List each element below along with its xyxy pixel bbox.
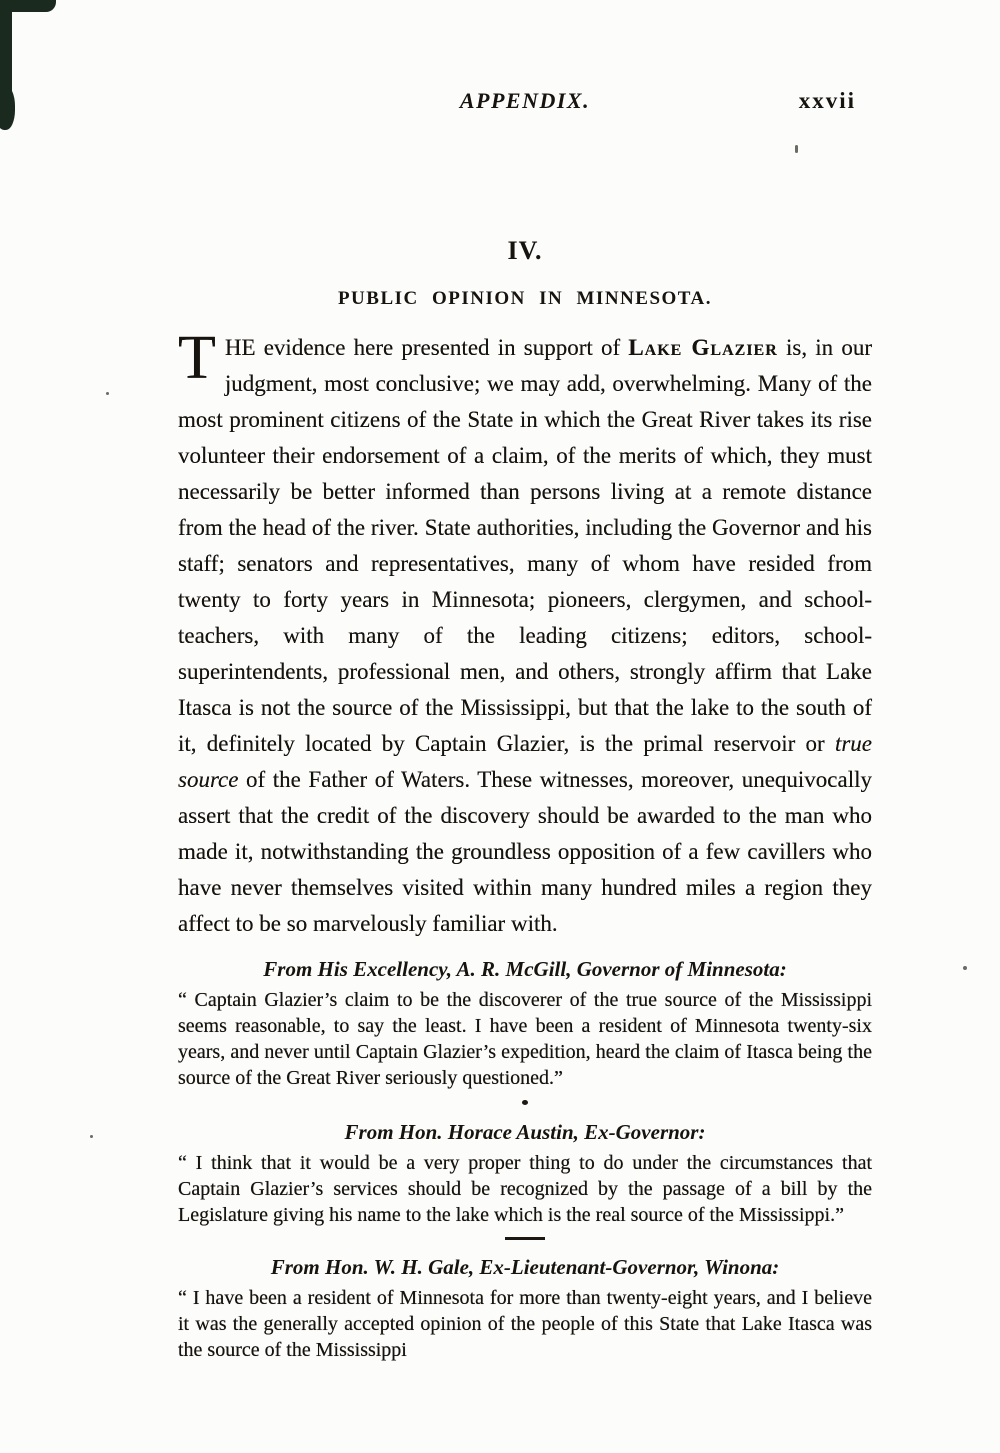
scan-speck [90,1135,93,1138]
lead-segment-1: HE evidence here presented in support of [224,335,629,360]
lead-true-source-italic: true source [178,731,872,792]
lead-paragraph [178,324,873,942]
testimonial-heading-austin: From Hon. Horace Austin, Ex-Governor: [344,1120,706,1144]
page-number: xxvii [798,88,856,113]
lead-lake-glazier-smallcaps: Lake Glazier [628,335,778,360]
testimonial-quote-austin: “ I think that it would be a very proper thing to do under the circumstances that Captain Glazier’s services should be recognized by the passage of a bill by the Legislature giving his name to the lake which is the real source of the Mississippi.” [178,1152,872,1226]
running-title: APPENDIX. [459,88,591,113]
testimonial-heading-gale: From Hon. W. H. Gale, Ex-Lieutenant-Governor, Winona: [270,1255,780,1279]
section-divider-ornament [522,1100,528,1105]
page-content [178,0,872,1363]
testimonial-quote-mcgill: “ Captain Glazier’s claim to be the discoverer of the true source of the Mississippi seems reasonable, to say the least. I have been a resident of Minnesota twenty-six years, and never until Captain Glazier’s expedition, heard the claim of Itasca being the source of the Great River seriously questioned.” [178,989,872,1089]
section-title: PUBLIC OPINION IN MINNESOTA. [337,288,713,309]
scan-artifact-blob [0,86,15,130]
lead-segment-3: of the Father of Waters. These witnesses, moreover, unequivocally assert that the credit of the discovery should be awarded to the man who made it, notwithstanding the groundless opposition of a few cavillers who have never themselves visited within many hundred miles a region they affect to be so marvelously familiar with. [178,767,872,936]
running-header [178,88,872,118]
scan-speck [106,392,109,395]
testimonial-quote-gale: “ I have been a resident of Minnesota for more than twenty-eight years, and I believe it was the generally accepted opinion of the people of this State that Lake Itasca was the source of the Mississippi [178,1287,872,1361]
lead-segment-2: is, in our judgment, most conclusive; we may add, overwhelming. Many of the most prominent citizens of the State in which the Great River takes its rise volunteer their endorsement of a claim, of the merits of which, they must necessarily be better informed than persons living at a remote distance from the head of the river. State authorities, including the Governor and his staff; senators and representatives, many of whom have resided from twenty to forty years in Minnesota; pioneers, clergymen, and school-teachers, with many of the leading citizens; editors, school-superintendents, professional men, and others, strongly affirm that Lake Itasca is not the source of the Mississippi, but that the lake to the south of it, definitely located by Captain Glazier, is the primal reservoir or [178,335,873,756]
section-number: IV. [507,236,543,265]
dropcap-letter: T [178,324,216,392]
testimonial-heading-mcgill: From His Excellency, A. R. McGill, Governor of Minnesota: [263,957,787,981]
section-divider-rule [505,1237,545,1240]
scan-speck [963,966,967,970]
